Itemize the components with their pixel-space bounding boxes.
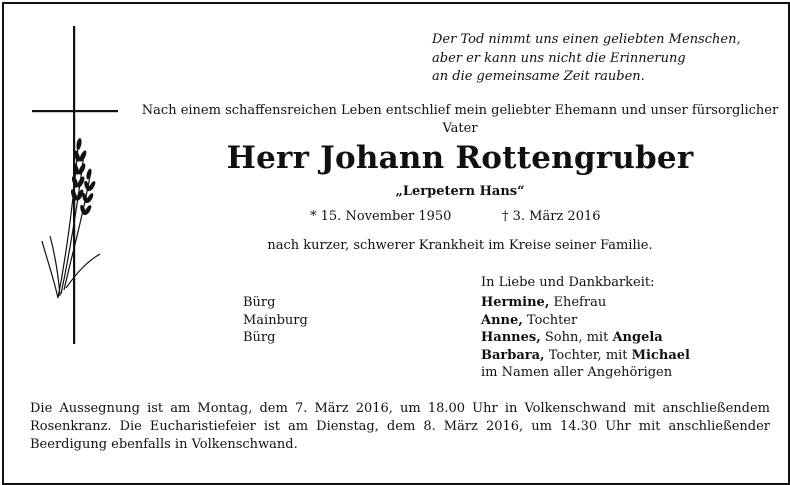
quote-line: an die gemeinsame Zeit rauben. xyxy=(432,69,645,84)
family-row xyxy=(481,294,690,312)
quote-line: Der Tod nimmt uns einen geliebten Menschen, xyxy=(432,32,741,47)
intro-text: Nach einem schaffensreichen Leben entschlief mein geliebter Ehemann und unser fürsorglicher Vater xyxy=(141,103,779,136)
death-date: † 3. März 2016 xyxy=(502,209,601,224)
family-list xyxy=(481,294,690,382)
family-relation: Tochter xyxy=(522,312,578,328)
place: Bürg xyxy=(243,330,276,345)
deceased-name: Herr Johann Rottengruber xyxy=(226,140,694,176)
family-relation: Sohn, mit xyxy=(540,330,613,345)
quote xyxy=(432,31,741,87)
family-name: Michael xyxy=(631,347,691,363)
context-text: nach kurzer, schwerer Krankheit im Kreise seiner Familie. xyxy=(267,238,653,253)
family-name: Angela xyxy=(612,330,663,345)
family-name: Hermine, xyxy=(481,295,550,310)
family-relation: Tochter, mit xyxy=(544,347,632,363)
family-row: im Namen aller Angehörigen xyxy=(481,365,673,380)
wheat-icon xyxy=(42,146,100,298)
family-relation: Ehefrau xyxy=(549,295,607,310)
cross-icon xyxy=(28,26,138,346)
thanks-line: In Liebe und Dankbarkeit: xyxy=(481,275,655,290)
birth-date: * 15. November 1950 xyxy=(310,209,452,224)
quote-line: aber er kann uns nicht die Erinnerung xyxy=(432,50,686,66)
family-name: Hannes, xyxy=(481,330,541,345)
places-list xyxy=(243,294,308,347)
family-row xyxy=(481,329,690,347)
funeral-details: Die Aussegnung ist am Montag, dem 7. März 2016, um 18.00 Uhr in Volkenschwand mit anschließendem Rosenkranz. Die Eucharistiefeier ist am Dienstag, dem 8. März 2016, um 14.30 Uhr mit anschließender Beerdigung ebenfalls in Volkenschwand. xyxy=(30,401,770,452)
family-row xyxy=(481,312,690,330)
family-name: Barbara, xyxy=(481,347,545,363)
nickname: „Lerpetern Hans“ xyxy=(395,184,525,199)
place: Bürg xyxy=(243,295,276,310)
family-row xyxy=(481,347,690,365)
family-name: Anne, xyxy=(481,312,523,328)
place: Mainburg xyxy=(243,312,308,328)
